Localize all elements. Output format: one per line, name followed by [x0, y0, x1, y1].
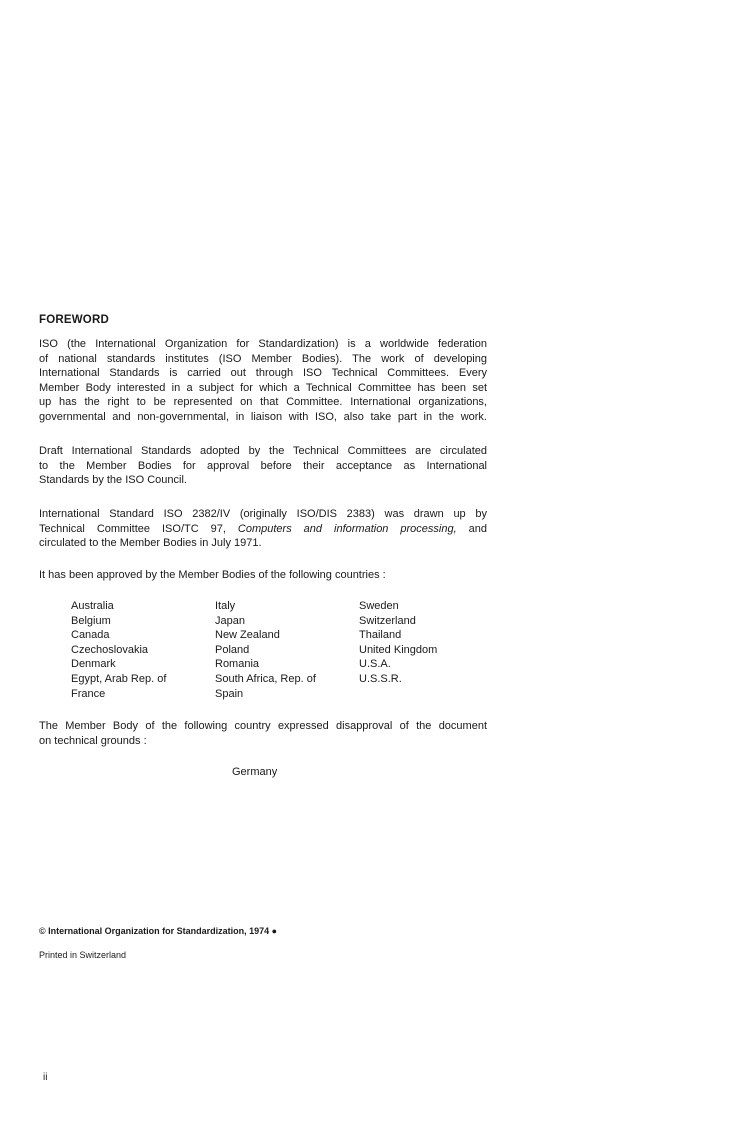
country-item: Czechoslovakia	[71, 643, 149, 656]
country-item: Switzerland	[359, 614, 416, 627]
countries-column-1	[71, 599, 166, 701]
printed-in-note: Printed in Switzerland	[39, 950, 127, 960]
text-line: circulated to the Member Bodies in July 1971.	[39, 537, 262, 550]
country-item: Sweden	[359, 600, 399, 612]
country-item: Denmark	[71, 658, 116, 671]
country-item: Japan	[215, 614, 245, 627]
countries-column-2	[215, 599, 316, 701]
country-item: United Kingdom	[359, 643, 438, 656]
country-item: Spain	[215, 687, 244, 700]
country-item: Canada	[71, 629, 110, 642]
country-item: Italy	[215, 600, 236, 612]
text-line: International Standards is carried out through ISO Technical Committees. Every	[39, 367, 487, 380]
foreword-paragraph-approved: It has been approved by the Member Bodies of the following countries :	[39, 569, 386, 581]
country-item: Thailand	[359, 629, 402, 642]
country-item: South Africa, Rep. of	[215, 672, 316, 685]
text-line: The Member Body of the following country expressed disapproval of the document	[39, 720, 487, 732]
country-item: Romania	[215, 658, 260, 671]
text-line: to the Member Bodies for approval before their acceptance as International	[39, 459, 487, 472]
text-line: ISO (the International Organization for Standardization) is a worldwide federation	[39, 338, 487, 350]
copyright-notice: © International Organization for Standardization, 1974 ●	[39, 926, 278, 936]
page-number: ii	[43, 1072, 48, 1083]
text-line: Draft International Standards adopted by the Technical Committees are circulated	[39, 445, 487, 457]
foreword-paragraph-standard	[39, 507, 487, 551]
country-item: New Zealand	[215, 629, 280, 642]
text-line: up has the right to be represented on that Committee. International organizations,	[39, 396, 487, 409]
disapproving-country: Germany	[232, 766, 278, 778]
text-line	[39, 522, 487, 537]
foreword-heading: FOREWORD	[39, 314, 109, 326]
text-fragment: Technical Committee ISO/TC 97,	[39, 522, 238, 535]
countries-column-3	[359, 599, 437, 687]
text-line: of national standards institutes (ISO Member Bodies). The work of developing	[39, 352, 487, 365]
foreword-paragraph-disapproval	[39, 719, 487, 748]
text-line: Member Body interested in a subject for which a Technical Committee has been set	[39, 381, 487, 394]
country-item: Belgium	[71, 614, 111, 627]
foreword-paragraph-drafts	[39, 444, 487, 488]
text-line: International Standard ISO 2382/IV (originally ISO/DIS 2383) was drawn up by	[39, 508, 487, 520]
country-item: Poland	[215, 643, 250, 656]
country-item: U.S.A.	[359, 658, 391, 671]
text-line: governmental and non-governmental, in liaison with ISO, also take part in the work.	[39, 410, 487, 423]
country-item: Egypt, Arab Rep. of	[71, 672, 167, 685]
committee-name: Computers and information processing,	[237, 522, 457, 535]
text-fragment: and	[456, 522, 487, 535]
foreword-paragraph-iso	[39, 337, 487, 425]
country-item: U.S.S.R.	[359, 672, 402, 685]
text-line: on technical grounds :	[39, 734, 147, 747]
country-item: Australia	[71, 600, 114, 612]
country-item: France	[71, 687, 106, 700]
text-line: Standards by the ISO Council.	[39, 474, 187, 487]
